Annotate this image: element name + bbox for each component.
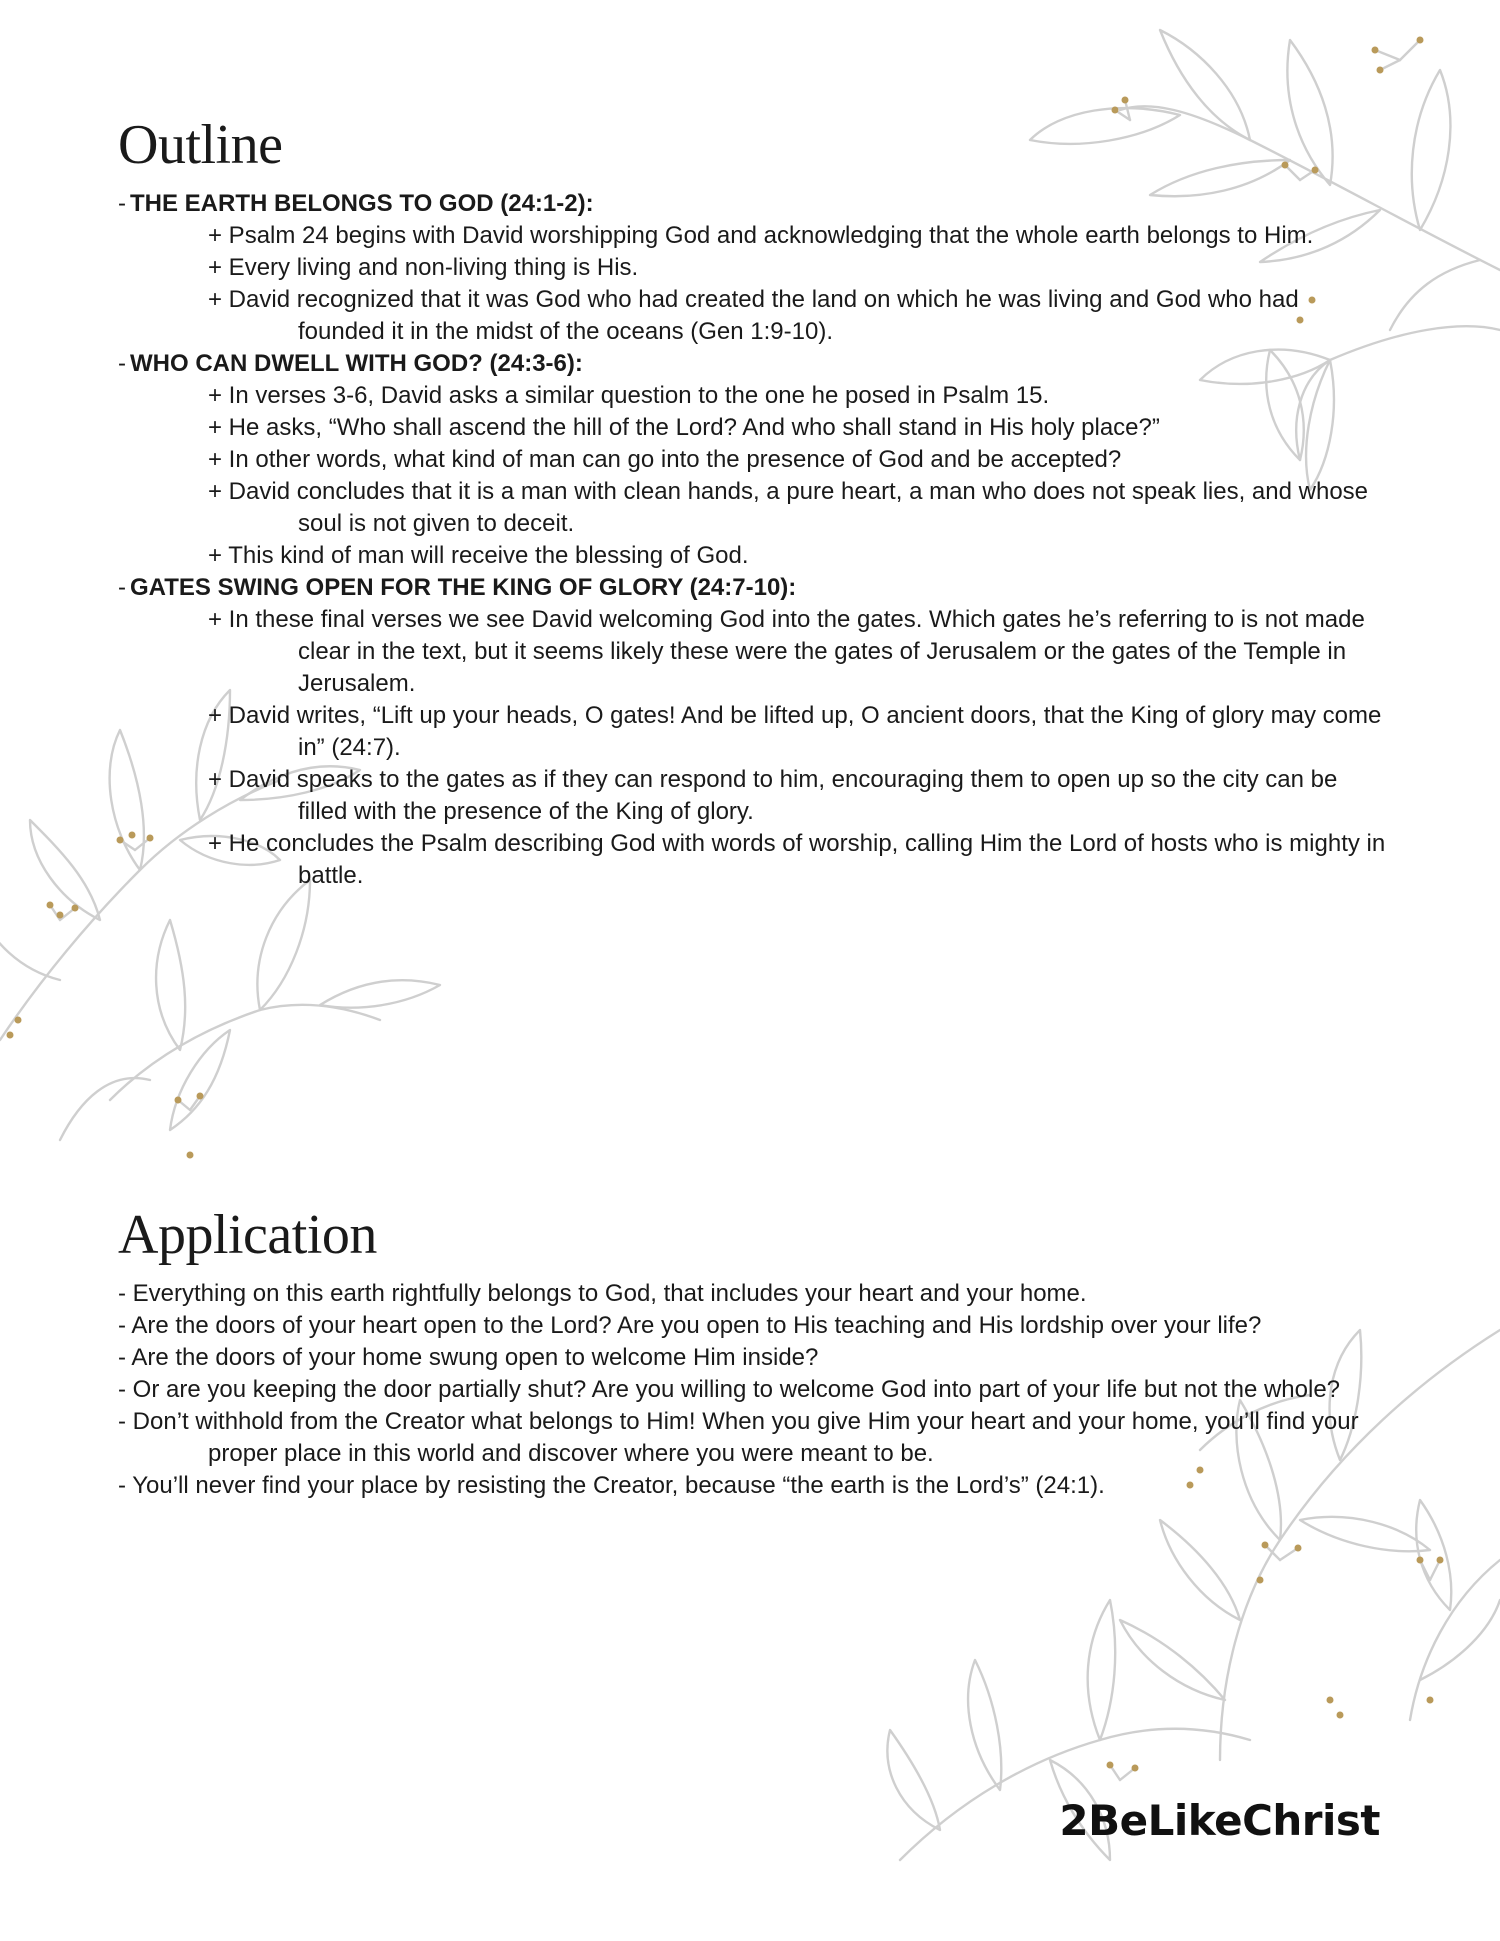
outline-point: + David concludes that it is a man with clean hands, a pure heart, a man who does not speak lies, and whose soul is not given to deceit.: [208, 478, 1369, 537]
outline-point: + David writes, “Lift up your heads, O gates! And be lifted up, O ancient doors, that the King of glory may come in” (24:7).: [208, 702, 1382, 761]
outline-point: + In verses 3-6, David asks a similar question to the one he posed in Psalm 15.: [208, 382, 1050, 409]
application-item: - Or are you keeping the door partially shut? Are you willing to welcome God into part of your life but not the whole?: [118, 1376, 1341, 1403]
outline-section: [118, 110, 1388, 892]
topic-label: WHO CAN DWELL WITH GOD? (24:3-6):: [130, 350, 583, 377]
outline-topic: [118, 572, 1388, 892]
topic-label: GATES SWING OPEN FOR THE KING OF GLORY (24:7-10):: [130, 574, 797, 601]
outline-point: + He concludes the Psalm describing God with words of worship, calling Him the Lord of hosts who is mighty in battle.: [208, 830, 1386, 889]
topic-heading: - THE EARTH BELONGS TO GOD (24:1-2):: [118, 190, 594, 217]
brand-logo-text: 2BeLikeChrist: [1059, 1796, 1380, 1845]
application-item: - Everything on this earth rightfully belongs to God, that includes your heart and your home.: [118, 1280, 1087, 1307]
outline-point: + This kind of man will receive the blessing of God.: [208, 542, 749, 569]
outline-point: + In other words, what kind of man can go into the presence of God and be accepted?: [208, 446, 1122, 473]
outline-point: + David recognized that it was God who had created the land on which he was living and God who had founded it in the midst of the oceans (Gen 1:9-10).: [208, 286, 1299, 345]
application-item: - Are the doors of your home swung open to welcome Him inside?: [118, 1344, 819, 1371]
outline-point: + In these final verses we see David welcoming God into the gates. Which gates he’s referring to is not made clear in the text, but it seems likely these were the gates of Jerusalem or the gates of the Temple in Jerusalem.: [208, 606, 1365, 697]
topic-heading: - GATES SWING OPEN FOR THE KING OF GLORY (24:7-10):: [118, 574, 797, 601]
application-section: [118, 1200, 1388, 1502]
outline-point: + He asks, “Who shall ascend the hill of the Lord? And who shall stand in His holy place?”: [208, 414, 1160, 441]
application-item: - Are the doors of your heart open to the Lord? Are you open to His teaching and His lordship over your life?: [118, 1312, 1262, 1339]
application-item: - You’ll never find your place by resisting the Creator, because “the earth is the Lord’s” (24:1).: [118, 1472, 1105, 1499]
application-title: Application: [118, 1204, 377, 1266]
topic-heading: - WHO CAN DWELL WITH GOD? (24:3-6):: [118, 350, 583, 377]
outline-topic: [118, 188, 1388, 348]
outline-point: + David speaks to the gates as if they can respond to him, encouraging them to open up so the city can be filled with the presence of the King of glory.: [208, 766, 1338, 825]
application-item: - Don’t withhold from the Creator what belongs to Him! When you give Him your heart and your home, you’ll find your proper place in this world and discover where you were meant to be.: [118, 1408, 1359, 1467]
topic-label: THE EARTH BELONGS TO GOD (24:1-2):: [130, 190, 594, 217]
outline-title: Outline: [118, 114, 283, 176]
outline-point: + Psalm 24 begins with David worshipping God and acknowledging that the whole earth belongs to Him.: [208, 222, 1314, 249]
outline-point: + Every living and non-living thing is His.: [208, 254, 639, 281]
outline-topic: [118, 348, 1388, 572]
